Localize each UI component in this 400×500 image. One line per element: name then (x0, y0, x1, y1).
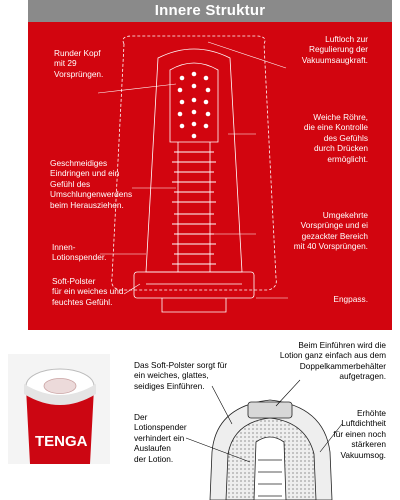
lotion-chamber (248, 402, 292, 418)
inner-sleeve (146, 49, 242, 272)
inner-ridges (172, 152, 216, 264)
brand-text: TENGA (35, 433, 88, 450)
label-reverse-ridges: Umgekehrte Vorsprünge und ei gezackter Bereich mit 40 Vorsprüngen. (293, 210, 368, 252)
label-air-vent: Luftloch zur Regulierung der Vakuumsaugkraft. (301, 34, 368, 65)
label-narrow-pass: Engpass. (333, 294, 368, 304)
label-soft-cushion: Soft-Polster für ein weiches und feuchtes Gefühl. (52, 276, 124, 307)
lotion-channel (254, 437, 286, 500)
label-soft-tube: Weiche Röhre, die eine Kontrolle des Gefühls durch Drücken ermöglicht. (303, 112, 368, 164)
text-lotion-dispenser: Der Lotionspender verhindert ein Auslaufen der Lotion. (134, 412, 187, 464)
label-lotion-dispenser: Innen- Lotionspender. (52, 242, 107, 263)
head-nubs (178, 72, 211, 139)
base-cap (134, 272, 254, 298)
structure-panel (28, 0, 392, 330)
text-soft-cushion: Das Soft-Polster sorgt für ein weiches, glattes, seidiges Einführen. (134, 360, 228, 391)
text-lotion-chamber: Beim Einführen wird die Lotion ganz einfach aus dem Doppelkammerbehälter aufgetragen. (279, 340, 386, 382)
page-title: Innere Struktur (154, 2, 266, 19)
title-bar (28, 0, 392, 22)
label-smooth-entry: Geschmeidiges Eindringen und ein Gefühl des Umschlungenwerdens beim Herausziehen. (50, 158, 133, 210)
label-round-head: Runder Kopf mit 29 Vorsprüngen. (54, 48, 104, 79)
detail-section (0, 340, 400, 500)
cap-cross-section (0, 340, 400, 500)
text-airtightness: Erhöhte Luftdichtheit für einen noch stärkeren Vakuumsog. (333, 408, 386, 460)
